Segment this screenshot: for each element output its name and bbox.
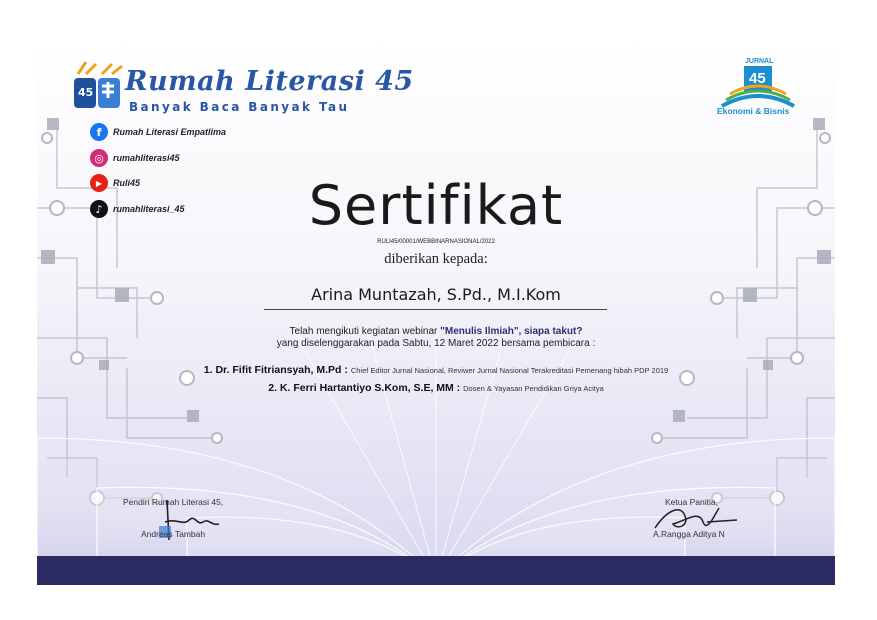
given-to-label: diberikan kepada: bbox=[384, 251, 488, 267]
name-underline bbox=[264, 309, 607, 310]
signer-left-name: Andreas Tambah bbox=[141, 529, 206, 539]
speaker-1 bbox=[37, 360, 835, 378]
certificate bbox=[37, 38, 835, 585]
recipient-name: Arina Muntazah, S.Pd., M.I.Kom bbox=[311, 285, 561, 304]
social-handle: Rumah Literasi Empatlima bbox=[113, 127, 227, 137]
certificate-number: RULI45/00001/WEBBINARNASIONAL/2022 bbox=[377, 239, 495, 245]
participation-text bbox=[37, 326, 835, 337]
event-title: "Menulis Ilmiah", siapa takut? bbox=[440, 326, 583, 337]
speaker-2 bbox=[37, 378, 835, 396]
journal-label: Ekonomi & Bisnis bbox=[717, 106, 790, 116]
speaker-name: 1. Dr. Fifit Fitriansyah, M.Pd : bbox=[203, 364, 351, 376]
social-facebook[interactable] bbox=[90, 122, 226, 142]
social-handle: Ruli45 bbox=[113, 178, 141, 188]
journal-top: JURNAL bbox=[745, 58, 774, 65]
signer-right-title: Ketua Panitia, bbox=[665, 497, 718, 507]
facebook-icon: f bbox=[90, 123, 108, 141]
social-instagram[interactable] bbox=[90, 148, 180, 168]
signer-right-name: A.Rangga Aditya N bbox=[653, 529, 725, 539]
bottom-band bbox=[37, 556, 835, 585]
certificate-title: Sertifikat bbox=[308, 174, 564, 237]
speaker-role: Dosen & Yayasan Pendidikan Griya Acitya bbox=[463, 384, 604, 393]
youtube-icon: ▶ bbox=[90, 174, 108, 192]
speaker-role: Chief Editor Jurnal Nasional, Reviwer Jurnal Nasional Terakreditasi Pemenang hibah PDP 2019 bbox=[350, 366, 669, 375]
logo-badge: 45 bbox=[78, 86, 94, 99]
org-tagline: Banyak Baca Banyak Tau bbox=[129, 100, 350, 114]
tiktok-icon: ♪ bbox=[90, 200, 108, 218]
speaker-name: 2. K. Ferri Hartantiyo S.Kom, S.E, MM : bbox=[268, 382, 464, 394]
social-handle: rumahliterasi45 bbox=[113, 153, 180, 163]
event-date-text: yang diselenggarakan pada Sabtu, 12 Maret 2022 bersama pembicara : bbox=[276, 338, 596, 349]
participation-prefix: Telah mengikuti kegiatan webinar bbox=[289, 326, 441, 337]
journal-number: 45 bbox=[749, 70, 766, 87]
instagram-icon: ◎ bbox=[90, 149, 108, 167]
social-handle: rumahliterasi_45 bbox=[113, 204, 185, 214]
org-name: Rumah Literasi 45 bbox=[125, 66, 414, 97]
signer-left-title: Pendiri Rumah Literasi 45, bbox=[123, 497, 224, 507]
